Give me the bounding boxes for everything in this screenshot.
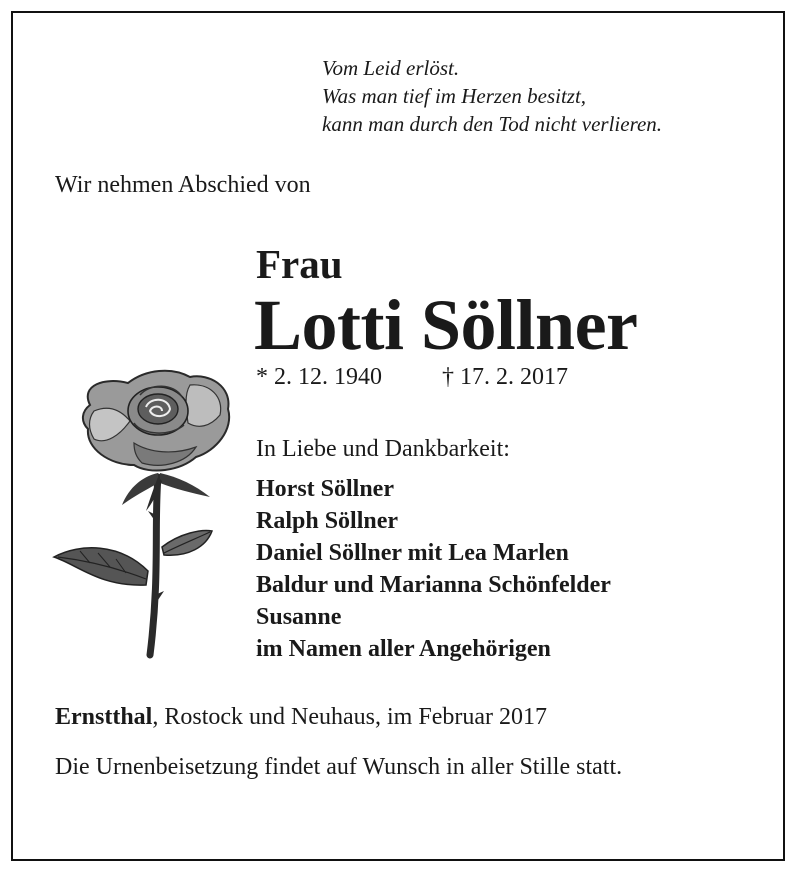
birth-date: * 2. 12. 1940 <box>256 364 382 390</box>
motto-line: Was man tief im Herzen besitzt, <box>322 84 587 108</box>
place-date-line <box>55 704 547 731</box>
mourner-name: Baldur und Marianna Schönfelder <box>256 572 611 598</box>
mourner-name: Susanne <box>256 604 342 630</box>
place-rest: , Rostock und Neuhaus, im Februar 2017 <box>152 704 547 730</box>
salutation: Frau <box>256 241 343 287</box>
thanks-line: In Liebe und Dankbarkeit: <box>256 436 510 462</box>
death-date: † 17. 2. 2017 <box>442 364 568 390</box>
mourner-name: Horst Söllner <box>256 476 394 502</box>
burial-note: Die Urnenbeisetzung findet auf Wunsch in aller Stille statt. <box>55 754 623 780</box>
life-dates <box>256 364 568 391</box>
motto-verse <box>322 54 662 138</box>
deceased-name: Lotti Söllner <box>254 285 638 365</box>
rose-icon <box>50 365 240 660</box>
intro-text: Wir nehmen Abschied von <box>55 172 311 198</box>
motto-line: Vom Leid erlöst. <box>322 56 460 80</box>
mourner-name: Daniel Söllner mit Lea Marlen <box>256 540 569 566</box>
mourners-list <box>256 473 611 665</box>
place-bold: Ernstthal <box>55 704 153 730</box>
motto-line: kann man durch den Tod nicht verlieren. <box>322 112 663 136</box>
mourner-name: im Namen aller Angehörigen <box>256 636 551 662</box>
mourner-name: Ralph Söllner <box>256 508 399 534</box>
